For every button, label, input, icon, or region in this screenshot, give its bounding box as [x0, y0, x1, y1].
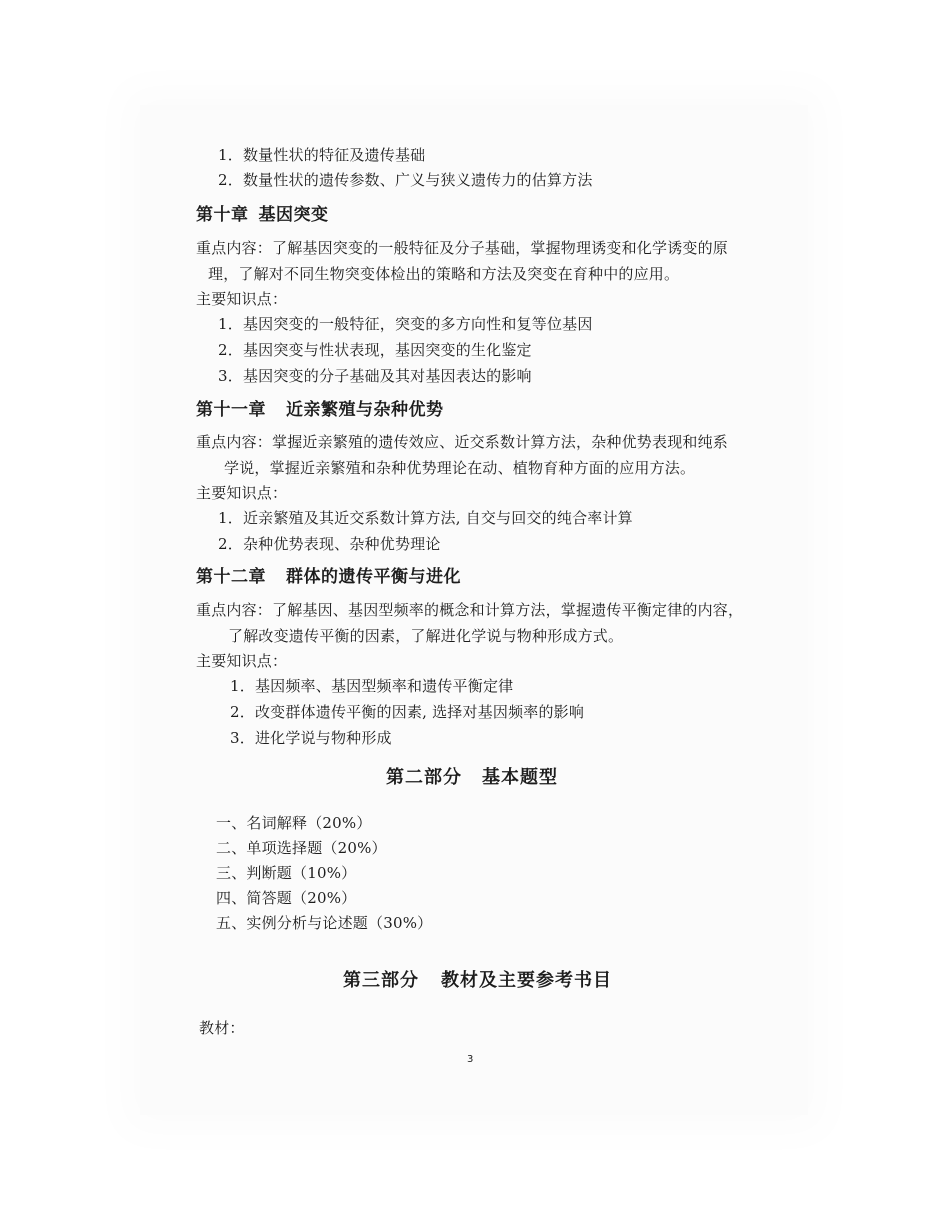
chapter-number: 第十二章: [196, 567, 266, 587]
key-content: 重点内容：了解基因、基因型频率的概念和计算方法，掌握遗传平衡定律的内容，: [196, 601, 744, 619]
page-number: 3: [467, 1054, 474, 1065]
chapter-11-heading: [196, 399, 444, 421]
part-title-text: 教材及主要参考书目: [441, 970, 612, 991]
chapter-title: 群体的遗传平衡与进化: [286, 567, 461, 587]
key-content-continued: 了解改变遗传平衡的因素，了解进化学说与物种形成方式。: [228, 627, 624, 645]
part-2-title: [386, 766, 558, 790]
list-item: 1．基因频率、基因型频率和遗传平衡定律: [230, 677, 514, 695]
part-title-text: 基本题型: [482, 767, 558, 788]
question-type-item: 五、实例分析与论述题（30%）: [216, 914, 433, 932]
points-label: 主要知识点：: [196, 652, 288, 670]
chapter-number: 第十章: [196, 205, 249, 225]
list-item: 2．杂种优势表现、杂种优势理论: [218, 535, 441, 553]
list-item: 1．近亲繁殖及其近交系数计算方法, 自交与回交的纯合率计算: [218, 509, 633, 527]
points-label: 主要知识点：: [196, 290, 288, 308]
chapter-10-heading: [196, 204, 329, 226]
chapter-12-heading: [196, 566, 461, 588]
question-type-item: 二、单项选择题（20%）: [216, 839, 387, 857]
chapter-number: 第十一章: [196, 400, 266, 420]
list-item: 2．基因突变与性状表现，基因突变的生化鉴定: [218, 341, 532, 359]
question-type-item: 三、判断题（10%）: [216, 864, 357, 882]
list-item: 1．基因突变的一般特征，突变的多方向性和复等位基因: [218, 315, 593, 333]
points-label: 主要知识点：: [196, 484, 288, 502]
textbook-label: 教材：: [199, 1019, 245, 1037]
list-item: 3．进化学说与物种形成: [230, 729, 392, 747]
chapter-title: 基因突变: [258, 205, 329, 225]
key-content-continued: 学说，掌握近亲繁殖和杂种优势理论在动、植物育种方面的应用方法。: [224, 459, 696, 477]
question-type-item: 一、名词解释（20%）: [216, 814, 372, 832]
key-content: 重点内容：了解基因突变的一般特征及分子基础，掌握物理诱变和化学诱变的原: [196, 239, 729, 257]
part-number: 第三部分: [343, 970, 419, 991]
list-item: 2．改变群体遗传平衡的因素, 选择对基因频率的影响: [230, 703, 585, 721]
key-content: 重点内容：掌握近亲繁殖的遗传效应、近交系数计算方法，杂种优势表现和纯系: [196, 433, 729, 451]
key-content-continued: 理，了解对不同生物突变体检出的策略和方法及突变在育种中的应用。: [208, 265, 680, 283]
list-item: 2．数量性状的遗传参数、广义与狭义遗传力的估算方法: [218, 171, 593, 189]
list-item: 3．基因突变的分子基础及其对基因表达的影响: [218, 367, 532, 385]
part-3-title: [343, 969, 612, 993]
part-number: 第二部分: [386, 767, 462, 788]
question-type-item: 四、简答题（20%）: [216, 889, 357, 907]
chapter-title: 近亲繁殖与杂种优势: [286, 400, 444, 420]
list-item: 1．数量性状的特征及遗传基础: [218, 146, 426, 164]
